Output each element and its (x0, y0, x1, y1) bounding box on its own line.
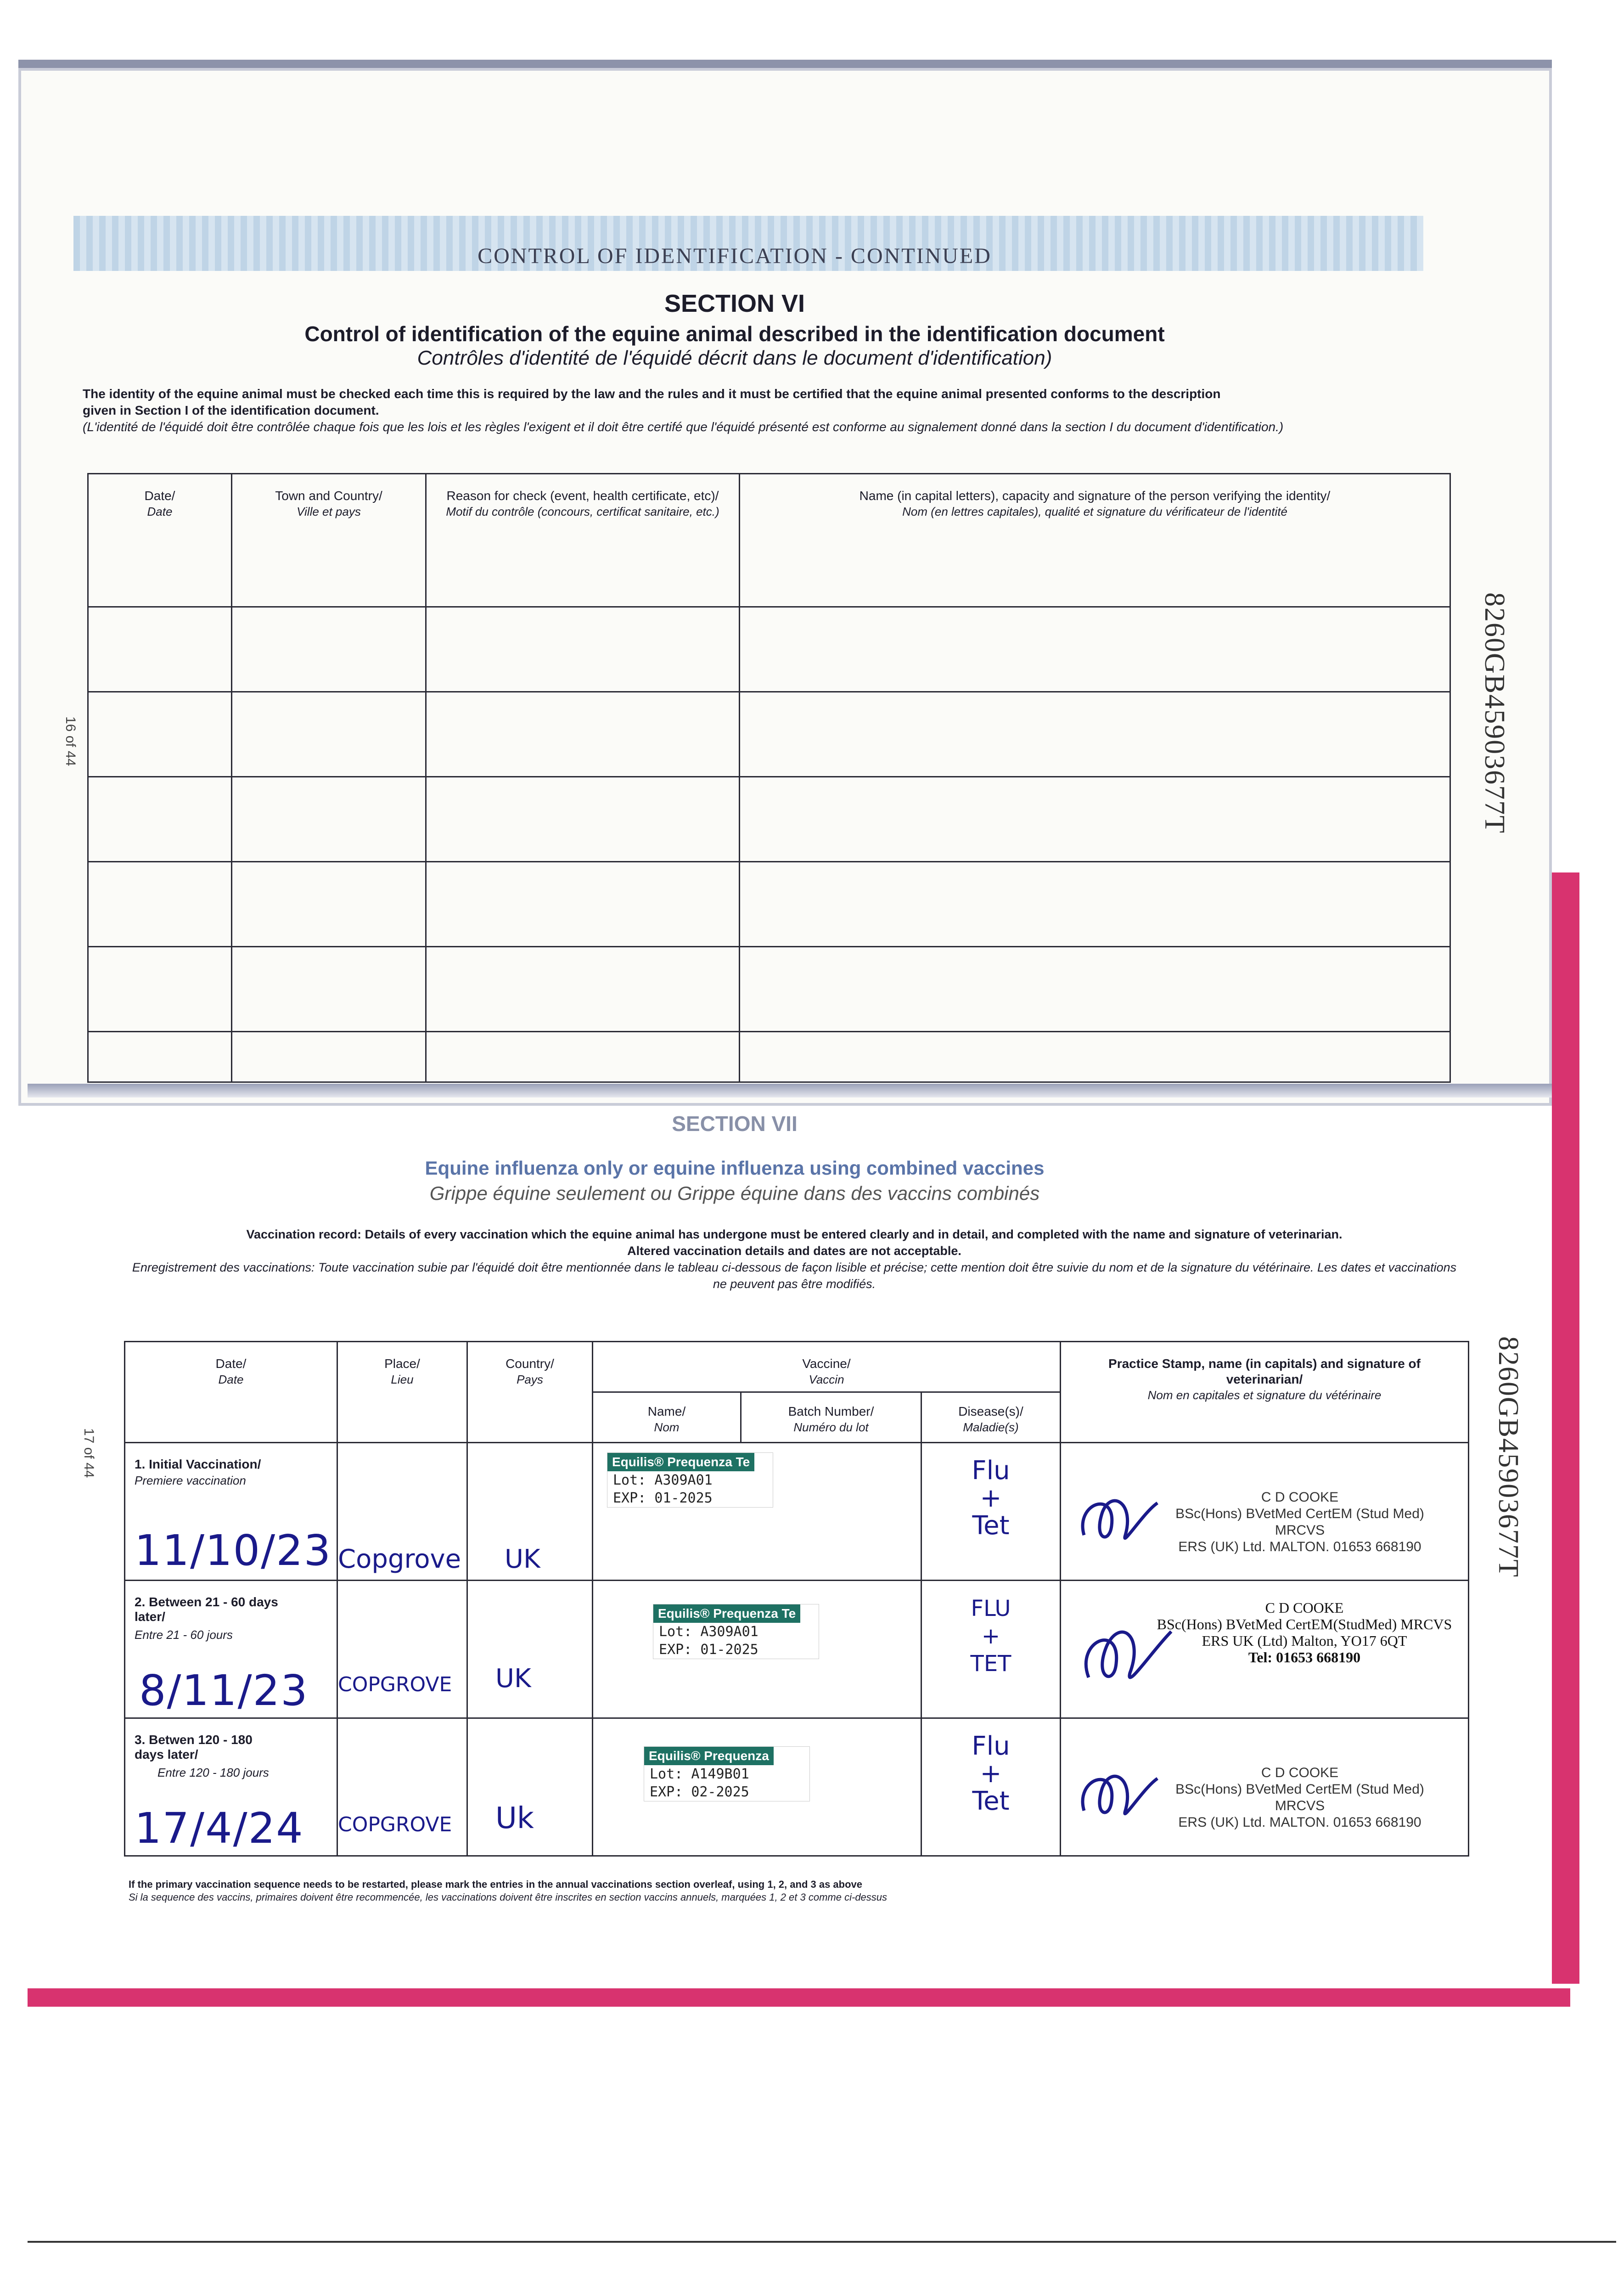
vacc-intro-en-1: Vaccination record: Details of every vaccination which the equine animal has undergone must be entered clearly and in detail, and completed with the name and signature of veterinarian. (246, 1227, 1343, 1241)
col-disease: Disease(s)/ Maladie(s) (958, 1404, 1023, 1434)
identity-check-table (87, 473, 1451, 1083)
col-reason: Reason for check (event, health certificate, etc)/ Motif du contrôle (concours, certificat sanitaire, etc.) (446, 489, 719, 518)
vaccine-exp: 02-2025 (691, 1784, 749, 1800)
vaccination-country: UK (495, 1664, 531, 1694)
intro-fr: (L'identité de l'équidé doit être contrôlée chaque fois que les lois et les règles l'exigent et il doit être certifé que l'équidé présenté est conforme au signalement donné dans la section I du document d'identification.) (83, 420, 1284, 434)
vaccine-brand: Equilis® Prequenza Te (607, 1453, 754, 1471)
vaccination-country: Uk (495, 1801, 534, 1835)
table-row (88, 947, 1450, 1032)
vaccination-date: 8/11/23 (139, 1666, 309, 1715)
vaccination-footnote: If the primary vaccination sequence needs to be restarted, please mark the entries in the annual vaccinations section overleaf, using 1, 2, and 3 as above Si la sequence des vaccins, primaires doivent être recommencée, les vaccinations doivent être inscrites en section vaccins annuels, marquées 1, 2 et 3 comme ci-dessus (129, 1879, 888, 1903)
vaccination-place: COPGROVE (338, 1813, 452, 1836)
section-vii-heading-fr: Grippe équine seulement ou Grippe équine dans des vaccins combinés (429, 1182, 1040, 1204)
vaccination-place: Copgrove (338, 1544, 461, 1574)
row-label-fr: Premiere vaccination (135, 1474, 246, 1487)
intro-en-2: given in Section I of the identification document. (83, 403, 379, 417)
section-vi-heading-en: Control of identification of the equine animal described in the identification document (304, 322, 1165, 346)
intro-en-1: The identity of the equine animal must be checked each time this is required by the law and the rules and it must be certified that the equine animal presented conforms to the description (83, 387, 1221, 401)
passport-cover-bottom (28, 1988, 1570, 2007)
section-vii-intro (129, 1226, 1460, 1292)
vaccine-lot: A309A01 (700, 1624, 758, 1640)
col-town-country: Town and Country/ Ville et pays (275, 489, 382, 518)
table-row (88, 692, 1450, 777)
table-row (88, 777, 1450, 862)
vaccination-date: 17/4/24 (135, 1804, 304, 1853)
vaccination-table (124, 1341, 1469, 1857)
vaccine-exp: 01-2025 (654, 1490, 713, 1506)
vaccination-disease: Flu + Tet (972, 1456, 1010, 1541)
vet-stamp: C D COOKE BSc(Hons) BVetMed CertEM(StudMed) MRCVS ERS UK (Ltd) Malton, YO17 6QT Tel: 01653 668190 (1157, 1599, 1452, 1666)
col-verifier: Name (in capital letters), capacity and signature of the person verifying the identity/ Nom (en lettres capitales), qualité et signature du vérificateur de l'identité (859, 489, 1331, 518)
vaccine-sticker: Equilis® Prequenza Te Lot: A309A01 EXP: 01-2025 (607, 1452, 773, 1508)
vaccination-date: 11/10/23 (135, 1526, 332, 1575)
col-date: Date/ Date (144, 489, 175, 518)
section-vi-heading-fr: Contrôles d'identité de l'équidé décrit dans le document d'identification) (417, 347, 1052, 369)
col-vaccine-name: Name/ Nom (647, 1404, 686, 1434)
section-vi-intro (83, 386, 1414, 435)
passport-cover-edge (1552, 872, 1579, 1984)
row-label: 1. Initial Vaccination/ (135, 1457, 261, 1471)
doc-id-top: 8260GB45903677T (1479, 592, 1510, 834)
col-country: Country/ Pays (506, 1356, 554, 1386)
col-vaccine: Vaccine/ Vaccin (802, 1356, 851, 1386)
vaccine-sticker: Equilis® Prequenza Lot: A149B01 EXP: 02-2025 (644, 1746, 810, 1801)
page-number-17: 17 of 44 (81, 1428, 96, 1478)
vaccine-lot: A149B01 (691, 1766, 749, 1782)
vaccination-country: UK (505, 1544, 540, 1574)
vaccine-exp: 01-2025 (700, 1642, 758, 1658)
vaccine-lot: A309A01 (654, 1472, 713, 1488)
vaccination-row-1 (125, 1443, 1469, 1581)
row-label: 3. Betwen 120 - 180 days later/ (135, 1733, 253, 1761)
section-vii-title: SECTION VII (672, 1112, 798, 1136)
row-label-fr: Entre 21 - 60 jours (135, 1628, 233, 1642)
vaccine-brand: Equilis® Prequenza Te (653, 1604, 800, 1623)
vaccination-place: COPGROVE (338, 1673, 452, 1696)
vacc-intro-fr: Enregistrement des vaccinations: Toute vaccination subie par l'équidé doit être mentionnée dans le tableau ci-dessous de façon lisible et précise; cette mention doit être suivie du nom et de la signature du vétérinaire. Les dates et vaccinations ne peuvent pas être modifiés. (132, 1261, 1457, 1291)
row-label: 2. Between 21 - 60 days later/ (135, 1595, 278, 1624)
vaccination-row-3 (125, 1718, 1469, 1856)
vaccine-sticker: Equilis® Prequenza Te Lot: A309A01 EXP: 01-2025 (653, 1604, 819, 1659)
doc-id-bottom: 8260GB45903677T (1493, 1336, 1524, 1578)
vaccination-disease: Flu + Tet (972, 1731, 1010, 1816)
banner-title: CONTROL OF IDENTIFICATION - CONTINUED (478, 244, 992, 268)
vet-stamp: C D COOKE BSc(Hons) BVetMed CertEM (Stud Med) MRCVS ERS (UK) Ltd. MALTON. 01653 668190 (1175, 1490, 1424, 1554)
vet-stamp: C D COOKE BSc(Hons) BVetMed CertEM (Stud Med) MRCVS ERS (UK) Ltd. MALTON. 01653 668190 (1175, 1765, 1424, 1830)
col-practice-stamp: Practice Stamp, name (in capitals) and signature of veterinarian/ Nom en capitales et signature du vétérinaire (1108, 1356, 1421, 1402)
scan-bottom-line (28, 2241, 1616, 2243)
table-row (88, 1032, 1450, 1082)
section-vii-heading-en: Equine influenza only or equine influenza using combined vaccines (425, 1157, 1045, 1179)
vaccination-disease: FLU + TET (970, 1596, 1011, 1677)
vaccination-row-2 (125, 1581, 1469, 1718)
page-fold (28, 1084, 1552, 1097)
table-row (88, 862, 1450, 947)
page-number-16: 16 of 44 (63, 716, 78, 766)
vaccine-brand: Equilis® Prequenza (644, 1747, 774, 1765)
col-place: Place/ Lieu (384, 1356, 420, 1386)
table-row (88, 607, 1450, 692)
vacc-intro-en-2: Altered vaccination details and dates are not acceptable. (627, 1244, 961, 1258)
section-vi-title: SECTION VI (664, 290, 805, 317)
row-label-fr: Entre 120 - 180 jours (157, 1766, 269, 1779)
col-vacc-date: Date/ Date (215, 1356, 247, 1386)
col-batch-number: Batch Number/ Numéro du lot (788, 1404, 874, 1434)
